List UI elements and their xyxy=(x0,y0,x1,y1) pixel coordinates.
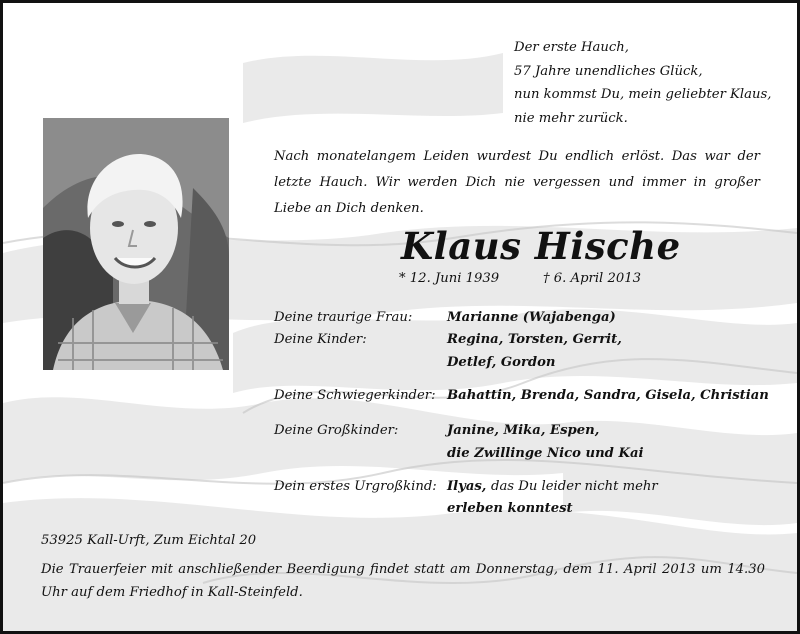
grandchildren-label: Deine Großkinder: xyxy=(274,423,399,438)
children-line-1: Regina, Torsten, Gerrit, xyxy=(447,332,622,347)
grandchildren-line-2: die Zwillinge Nico und Kai xyxy=(447,446,644,461)
family-list xyxy=(274,310,774,520)
death-date: † 6. April 2013 xyxy=(543,271,642,286)
deceased-name: Klaus Hische xyxy=(401,224,681,268)
wife-name: Marianne (Wajabenga) xyxy=(447,310,616,325)
grandchildren-line-1: Janine, Mika, Espen, xyxy=(447,423,600,438)
wife-label: Deine traurige Frau: xyxy=(274,310,413,325)
children-label: Deine Kinder: xyxy=(274,332,367,347)
poem-line-1: Der erste Hauch, xyxy=(514,40,629,55)
greatgrandchild-note-1: das Du leider nicht mehr xyxy=(491,479,658,494)
inlaws-label: Deine Schwiegerkinder: xyxy=(274,388,436,403)
children-line-2: Detlef, Gordon xyxy=(447,355,556,370)
poem xyxy=(514,36,784,130)
inlaws-names: Bahattin, Brenda, Sandra, Gisela, Christian xyxy=(447,388,769,403)
funeral-notice: Die Trauerfeier mit anschließender Beerdigung findet statt am Donnerstag, dem 11. April 2013 um 14.30 Uhr auf dem Friedhof in Kall-Steinfeld. xyxy=(41,562,765,600)
portrait-photo xyxy=(43,118,229,370)
address: 53925 Kall-Urft, Zum Eichtal 20 xyxy=(41,533,257,548)
greatgrandchild-name: Ilyas, xyxy=(447,479,487,494)
intro-paragraph: Nach monatelangem Leiden wurdest Du endlich erlöst. Das war der letzte Hauch. Wir werden Dich nie vergessen und immer in großer Liebe an Dich denken. xyxy=(274,149,760,216)
greatgrandchild-label: Dein erstes Urgroßkind: xyxy=(274,479,437,494)
greatgrandchild-note-2: erleben konntest xyxy=(447,501,573,516)
poem-line-3: nun kommst Du, mein geliebter Klaus, xyxy=(514,87,772,102)
birth-date: * 12. Juni 1939 xyxy=(399,271,500,286)
poem-line-2: 57 Jahre unendliches Glück, xyxy=(514,63,703,79)
greatgrandchild-line-1 xyxy=(447,479,658,494)
poem-line-4: nie mehr zurück. xyxy=(514,110,628,126)
